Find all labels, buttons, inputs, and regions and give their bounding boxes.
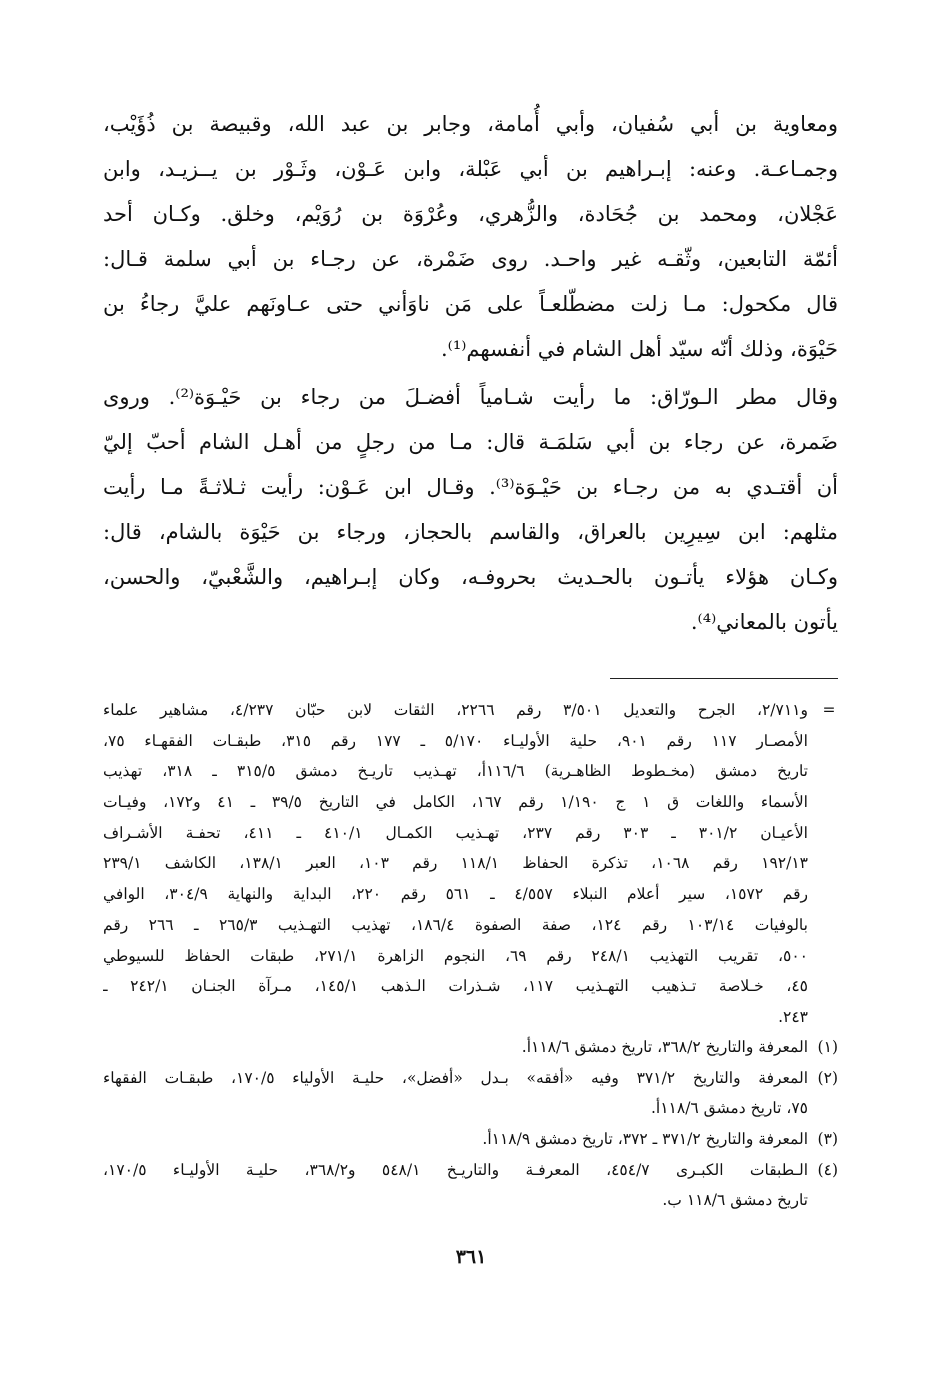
page-number: ٣٦١ [455,1246,487,1268]
text-line: حَيْوَة، وذلك أنّه سيّد أهل الشام في أنفسهم⁽¹⁾. [441,337,838,361]
footnote-line: ٥٠٠، تقريب التهذيب ٢٤٨/١ رقم ٦٩، النجوم الزاهرة ٢٧١/١، طبقات الحفاظ للسيوطي [103,946,808,965]
footnote-number: (١) [817,1038,838,1056]
text-line: وقال مطر الـورّاق: ما رأيت شـامياً أفضـلَ من رجاء بن حَيْـوَة⁽²⁾. وروى [103,385,838,409]
footnote-4 [103,1155,838,1216]
footnote-1 [103,1032,838,1063]
footnote-continuation-marker: = [822,701,836,719]
text-line: أن أقتـدي به من رجـاء بن حَيْـوَة⁽³⁾. وقـال ابن عَـوْن: رأيت ثـلاثـةً مـا رأيت [103,475,838,499]
footnote-line: الأعيـان ٣٠١/٢ ـ ٣٠٣ رقم ٢٣٧، تهـذيب الكمـال ٤١٠/١ ـ ٤١١، تحفـة الأشـراف [103,823,808,842]
footnote-continued-body [103,695,808,1033]
footnotes-list [103,1032,838,1216]
footnote-line: المعرفة والتاريخ ٣٦٨/٢، تاريخ دمشق ١١٨/٦أ. [521,1038,808,1056]
footnote-line: تاريخ دمشق (مخـطوط الظاهـرية) ١١٦/٦أ، تهـذيب تاريـخ دمشق ٣١٥/٥ ـ ٣١٨، تهذيب [103,762,808,781]
footnote-line: المعرفة والتاريخ ٣٧١/٢ ـ ٣٧٢، تاريخ دمشق ١١٨/٩أ. [482,1130,808,1149]
footnote-line: و٢/٧١١، الجرح والتعديل ٣/٥٠١ رقم ٢٢٦٦، الثقات لابن حبّان ٤/٢٣٧، مشاهير علماء [103,701,808,719]
text-line: ضَمرة، عن رجاء بن أبي سَلمَـة قال: مـا من رجلٍ من أهـل الشام أحبّ إليّ [103,430,838,454]
footnote-line: ٤٥، خـلاصة تـذهيب التهـذيب ١١٧، شـذرات الـذهب ١٤٥/١، مـرآة الجنـان ٢٤٢/١ ـ [103,977,808,996]
footnote-line: الأسماء واللغات ق ١ ج ١/١٩٠ رقم ١٦٧، الكامل في التاريخ ٣٩/٥ ـ ٤١ و١٧٢، وفيـات [103,793,808,812]
footnote-line: ٧٥، تاريخ دمشق ١١٨/٦أ. [650,1099,808,1118]
text-line: أئمّة التابعين، وثّقـه غير واحـد. روى ضَمْرة، عن رجـاء بن أبي سلمة قـال: [103,247,838,271]
footnote-line: تاريخ دمشق ١١٨/٦ ب. [662,1191,808,1210]
text-line: يأتون بالمعاني⁽⁴⁾. [690,610,838,634]
footnote-2 [103,1063,838,1124]
footnote-line: رقم ١٥٧٢، سير أعلام النبلاء ٤/٥٥٧ ـ ٥٦١ رقم ٢٢٠، البداية والنهاية ٣٠٤/٩، الوافي [103,885,808,904]
footnote-line: الـطبقات الكبـرى ٤٥٤/٧، المعرفـة والتاريـخ ٥٤٨/١ و٣٦٨/٢، حليـة الأوليـاء ١٧٠/٥، [103,1160,808,1179]
footnote-number: (٤) [817,1160,838,1179]
text-line: وجمـاعـة. وعنه: إبـراهيم بن أبي عَبْلة، وابن عَـوْن، وثَـوْر بن يــزيـد، وابن [103,157,838,181]
footnote-line: بالوفيات ١٠٣/١٤ رقم ١٢٤، صفة الصفوة ١٨٦/٤، تهذيب التهـذيب ٢٦٥/٣ ـ ٢٦٦ رقم [103,915,808,934]
footnote-number: (٢) [817,1068,838,1087]
footnote-line: الأمصـار ١١٧ رقم ٩٠١، حلية الأوليـاء ٥/١٧٠ ـ ١٧٧ رقم ٣١٥، طبقـات الفقهـاء ٧٥، [103,731,808,750]
footnote-continued [103,695,838,1033]
main-paragraph-2 [103,375,838,645]
footnote-line: ١٩٢/١٣ رقم ١٠٦٨، تذكرة الحفاظ ١١٨/١ رقم ١٠٣، العبر ١٣٨/١، الكاشف ٢٣٩/١ [103,854,808,873]
footnote-body [103,1155,808,1216]
text-line: مثلهم: ابن سِيرِين بالعراق، والقاسم بالحجاز، ورجاء بن حَيْوَة بالشام، قال: [103,520,838,544]
footnote-line: المعرفة والتاريخ ٣٧١/٢ وفيه «أفقه» بـدل «أفضل»، حليـة الأولياء ١٧٠/٥، طبقـات الفقهاء [103,1068,808,1087]
footnote-body [103,1032,808,1063]
text-line: قال مكحول: مـا زلت مضطّلعـاً على مَن ناوَأني حتى عـاونَهم عليَّ رجاءُ بن [103,292,838,316]
footnote-body [103,1124,808,1155]
footnote-line: ٢٤٣. [778,1007,808,1026]
footnote-3 [103,1124,838,1155]
footnote-body [103,1063,808,1124]
footnote-divider [610,678,838,679]
text-line: وكـان هؤلاء يأتـون بالحـديث بحروفـه، وكان إبـراهيم، والشَّعْبيّ، والحسن، [103,565,838,589]
text-line: عَجْلان، ومحمد بن جُحَادة، والزُّهري، وعُرْوَة بن رُوَيْم، وخلق. وكـان أحد [103,202,838,226]
main-paragraph-1 [103,102,838,372]
footnote-number: (٣) [817,1130,838,1149]
text-line: ومعاوية بن أبي سُفيان، وأبي أُمامة، وجابر بن عبد الله، وقبيصة بن ذُؤَيْب، [103,112,838,136]
